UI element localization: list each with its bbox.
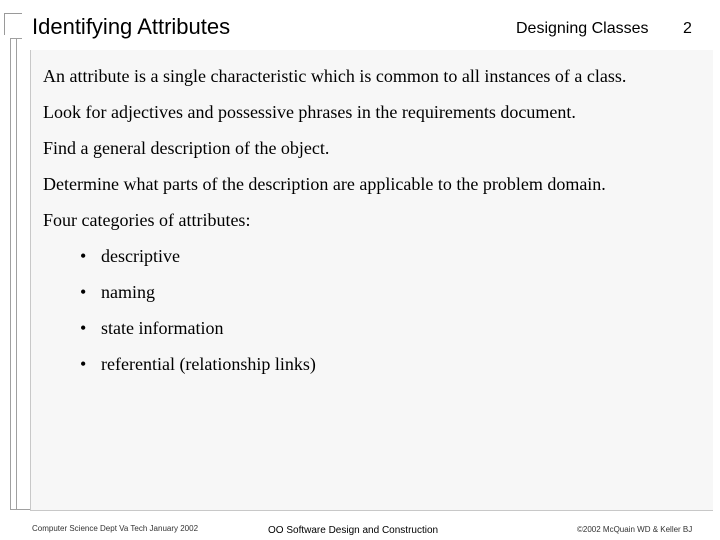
footer-left-text: Computer Science Dept Va Tech January 2002 (32, 524, 199, 533)
frame-corner-vertical (4, 13, 5, 35)
page-number: 2 (683, 20, 692, 37)
paragraph-applicable: Determine what parts of the description are applicable to the problem domain. (43, 174, 606, 194)
frame-corner-horizontal (4, 13, 22, 14)
paragraph-categories: Four categories of attributes: (43, 210, 251, 230)
bullet-label: state information (101, 318, 224, 338)
bullet-item-state-information (80, 318, 223, 339)
bullet-item-naming (80, 282, 155, 303)
paragraph-definition: An attribute is a single characteristic which is common to all instances of a class. (43, 66, 627, 86)
bullet-label: descriptive (101, 246, 180, 266)
frame-bottom-line (10, 509, 30, 510)
section-title: Designing Classes (516, 20, 649, 37)
frame-left-inner-line (16, 38, 17, 510)
bullet-icon: • (80, 282, 87, 302)
paragraph-description: Find a general description of the object. (43, 138, 330, 158)
footer-center-text: OO Software Design and Construction (268, 525, 439, 536)
bullet-label: naming (101, 282, 155, 302)
frame-header-line (10, 38, 22, 39)
slide-title: Identifying Attributes (32, 14, 231, 39)
bullet-icon: • (80, 318, 87, 338)
bullet-item-descriptive (80, 246, 180, 267)
bullet-icon: • (80, 246, 87, 266)
bullet-label: referential (relationship links) (101, 354, 316, 374)
paragraph-adjectives: Look for adjectives and possessive phrases in the requirements document. (43, 102, 576, 122)
footer-right-text: ©2002 McQuain WD & Keller BJ (577, 525, 693, 534)
bullet-icon: • (80, 354, 87, 374)
bullet-item-referential (80, 354, 316, 375)
frame-left-outer-line (10, 38, 11, 510)
